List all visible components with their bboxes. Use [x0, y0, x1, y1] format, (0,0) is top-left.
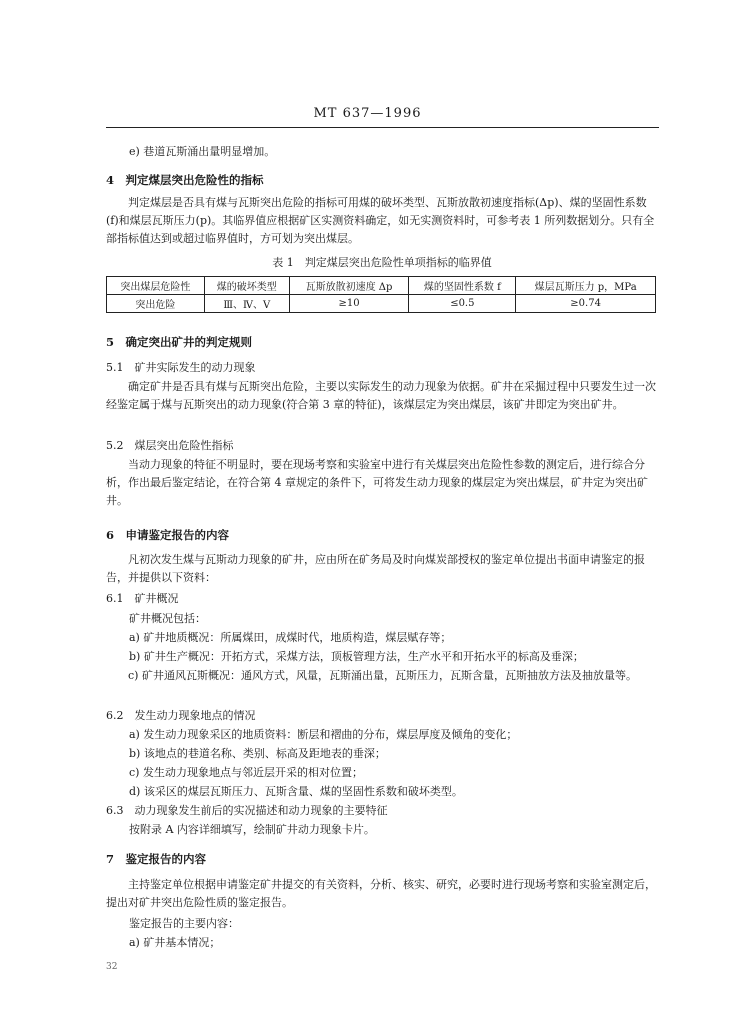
subsection-5-1-text: 确定矿井是否具有煤与瓦斯突出危险，主要以实际发生的动力现象为依据。矿井在采掘过程中只要发生过一次经鉴定属于煤与瓦斯突出的动力现象(符合第 3 章的特征)，该煤层定为突出煤层，该矿井即定为突出矿井。 — [106, 380, 656, 411]
list-item-7-a: a) 矿井基本情况； — [129, 936, 221, 949]
list-item-e: e) 巷道瓦斯涌出量明显增加。 — [129, 145, 276, 158]
table-header-cell: 煤层瓦斯压力 p，MPa — [516, 277, 656, 295]
subsection-6-3-text: 按附录 A 内容详细填写，绘制矿井动力现象卡片。 — [129, 823, 375, 836]
subsection-5-1-title: 5.1 矿井实际发生的动力现象 — [106, 361, 256, 374]
section-6-paragraph: 凡初次发生煤与瓦斯动力现象的矿井，应由所在矿务局及时向煤炭部授权的鉴定单位提出书面申请鉴定的报告，并提供以下资料： — [106, 553, 645, 584]
table-header-cell: 煤的破坏类型 — [204, 277, 289, 295]
subsection-6-3-title: 6.3 动力现象发生前后的实况描述和动力现象的主要特征 — [106, 804, 388, 817]
subsection-6-1-title: 6.1 矿井概况 — [106, 592, 179, 605]
section-6-heading: 6 申请鉴定报告的内容 — [106, 528, 230, 542]
table-cell: Ⅲ、Ⅳ、Ⅴ — [204, 295, 289, 313]
table-cell: ≥10 — [289, 295, 409, 313]
table-header-cell: 瓦斯放散初速度 Δp — [289, 277, 409, 295]
header-rule — [106, 127, 659, 128]
list-item-6-2-b: b) 该地点的巷道名称、类别、标高及距地表的垂深； — [129, 747, 386, 760]
list-item-6-1-a: a) 矿井地质概况：所属煤田，成煤时代，地质构造，煤层赋存等； — [129, 631, 452, 644]
section-4-heading: 4 判定煤层突出危险性的指标 — [106, 173, 264, 187]
section-7-paragraph: 主持鉴定单位根据申请鉴定矿井提交的有关资料，分析、核实、研究，必要时进行现场考察和实验室测定后，提出对矿井突出危险性质的鉴定报告。 — [106, 878, 656, 909]
subsection-5-2-title: 5.2 煤层突出危险性指标 — [106, 439, 234, 452]
table-header-cell: 突出煤层危险性 — [107, 277, 205, 295]
table-header-row — [107, 277, 656, 295]
list-item-6-1-b: b) 矿井生产概况：开拓方式，采煤方法，顶板管理方法，生产水平和开拓水平的标高及垂深； — [129, 650, 584, 663]
subsection-6-2-title: 6.2 发生动力现象地点的情况 — [106, 709, 256, 722]
subsection-5-2-text: 当动力现象的特征不明显时，要在现场考察和实验室中进行有关煤层突出危险性参数的测定后，进行综合分析，作出最后鉴定结论，在符合第 4 章规定的条件下，可将发生动力现象的煤层定为突出煤层，矿井定为突出矿井。 — [106, 458, 648, 507]
list-item-6-2-a: a) 发生动力现象采区的地质资料：断层和褶曲的分布，煤层厚度及倾角的变化； — [129, 728, 518, 741]
section-5-heading: 5 确定突出矿井的判定规则 — [106, 335, 253, 349]
subsection-6-1-intro: 矿井概况包括： — [129, 612, 206, 625]
table-row — [107, 295, 656, 313]
table-1 — [106, 276, 656, 313]
section-4-paragraph: 判定煤层是否具有煤与瓦斯突出危险的指标可用煤的破坏类型、瓦斯放散初速度指标(Δp)、煤的坚固性系数(f)和煤层瓦斯压力(p)。其临界值应根据矿区实测资料确定，如无实测资料时，可参考表 1 所列数据划分。只有全部指标值达到或超过临界值时，方可划为突出煤层。 — [106, 196, 655, 245]
table-cell: ≥0.74 — [516, 295, 656, 313]
table-1-caption: 表 1 判定煤层突出危险性单项指标的临界值 — [272, 256, 492, 269]
list-item-6-1-c: c) 矿井通风瓦斯概况：通风方式，风量，瓦斯涌出量，瓦斯压力，瓦斯含量，瓦斯抽放方法及抽放量等。 — [128, 669, 637, 682]
document-header: MT 637—1996 — [313, 106, 422, 121]
table-cell: ≤0.5 — [409, 295, 516, 313]
list-item-6-2-d: d) 该采区的煤层瓦斯压力、瓦斯含量、煤的坚固性系数和破坏类型。 — [129, 785, 463, 798]
section-7-intro: 鉴定报告的主要内容： — [129, 917, 239, 930]
table-header-cell: 煤的坚固性系数 f — [409, 277, 516, 295]
list-item-6-2-c: c) 发生动力现象地点与邻近层开采的相对位置； — [129, 766, 363, 779]
page-number: 32 — [106, 962, 118, 972]
section-7-heading: 7 鉴定报告的内容 — [106, 852, 207, 866]
table-cell: 突出危险 — [107, 295, 205, 313]
